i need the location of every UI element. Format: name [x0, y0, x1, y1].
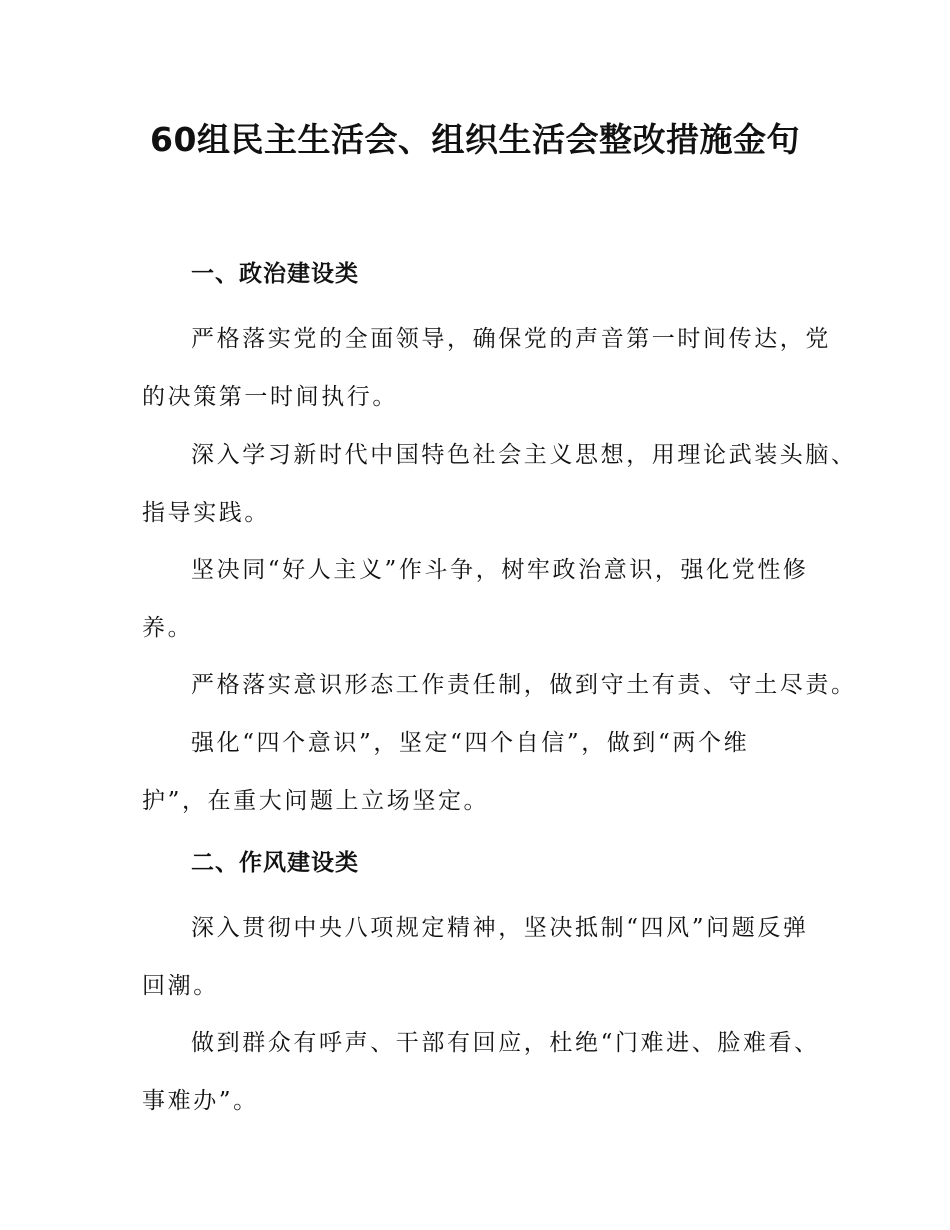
paragraph-line: 事难办”。: [142, 1088, 259, 1114]
paragraph-line: 养。: [142, 615, 194, 641]
paragraph-line: 严格落实党的全面领导，确保党的声音第一时间传达，党: [191, 326, 831, 352]
paragraph-line: 的决策第一时间执行。: [142, 384, 398, 410]
paragraph: [142, 714, 822, 830]
paragraph: [142, 541, 822, 657]
paragraph: [142, 656, 857, 714]
paragraph-line: 严格落实意识形态工作责任制，做到守土有责、守土尽责。: [191, 672, 857, 698]
section-heading-political: 一、政治建设类: [191, 261, 359, 287]
paragraph-line: 深入贯彻中央八项规定精神，坚决抵制“四风”问题反弹: [191, 915, 809, 941]
paragraph-line: 坚决同“好人主义”作斗争，树牢政治意识，强化党性修: [191, 557, 809, 583]
paragraph-line: 强化“四个意识”，坚定“四个自信”，做到“两个维: [191, 730, 750, 756]
paragraph-line: 做到群众有呼声、干部有回应，杜绝“门难进、脸难看、: [191, 1030, 820, 1056]
paragraph: [142, 426, 857, 542]
paragraph-line: 指导实践。: [142, 500, 270, 526]
paragraph: [142, 899, 822, 1015]
document-title: 60组民主生活会、组织生活会整改措施金句: [150, 120, 800, 159]
section-heading-work-style: 二、作风建设类: [191, 850, 359, 876]
paragraph-line: 回潮。: [142, 973, 219, 999]
paragraph-line: 深入学习新时代中国特色社会主义思想，用理论武装头脑、: [191, 442, 857, 468]
paragraph-line: 护”，在重大问题上立场坚定。: [142, 788, 490, 814]
paragraph: [142, 310, 831, 426]
paragraph: [142, 1014, 822, 1130]
